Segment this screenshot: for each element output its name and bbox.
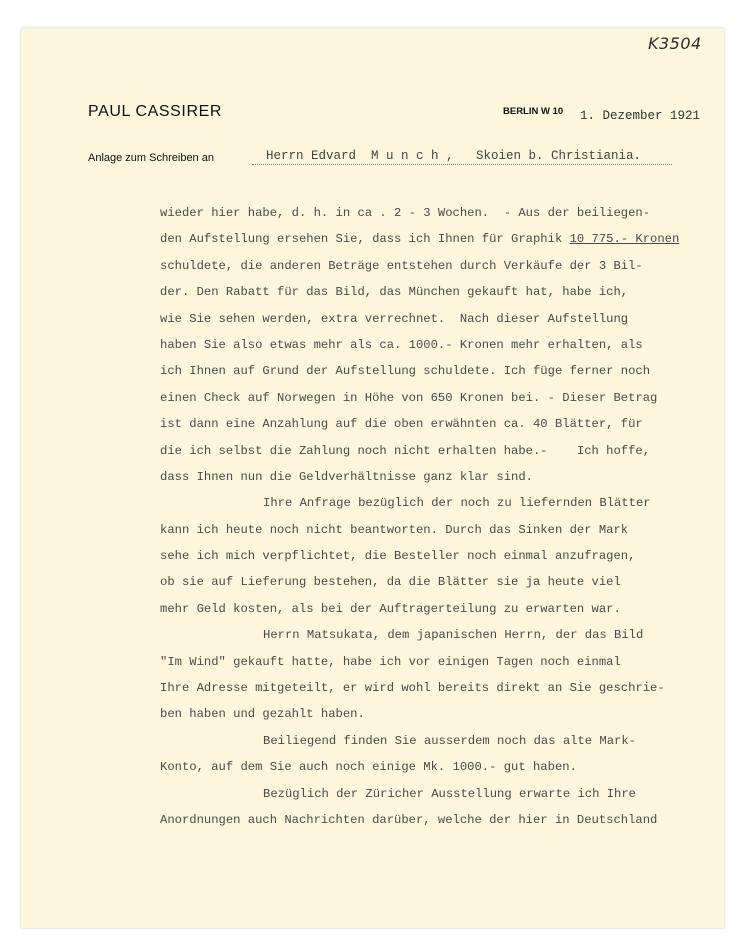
body-line-text: wieder hier habe, d. h. in ca . 2 - 3 Wochen. - Aus der beiliegen-	[160, 206, 651, 220]
body-line	[160, 728, 720, 754]
body-line-text: ob sie auf Lieferung bestehen, da die Blätter sie ja heute viel	[160, 575, 621, 590]
body-line	[160, 543, 720, 569]
body-line-text: Beiliegend finden Sie ausserdem noch das alte Mark-	[263, 733, 636, 748]
body-line-text: Ihre Adresse mitgeteilt, er wird wohl bereits direkt an Sie geschrie-	[160, 681, 665, 696]
letterhead-place: BERLIN W 10	[503, 106, 564, 117]
body-line-text: wie Sie sehen werden, extra verrechnet. Nach dieser Aufstellung	[160, 311, 629, 326]
body-line	[160, 596, 720, 622]
body-line-text: schuldete, die anderen Beträge entstehen durch Verkäufe der 3 Bil-	[160, 258, 643, 273]
body-line	[160, 569, 720, 595]
body-line-text: der. Den Rabatt für das Bild, das München gekauft hat, habe ich,	[160, 285, 629, 300]
body-line	[160, 385, 720, 411]
body-line	[160, 253, 720, 279]
body-line	[160, 490, 720, 516]
body-line-text: den Aufstellung ersehen Sie, dass ich Ihnen für Graphik	[160, 232, 570, 247]
body-line-text: ben haben und gezahlt haben.	[160, 707, 365, 722]
body-line-text: haben Sie also etwas mehr als ca. 1000.- Kronen mehr erhalten, als	[160, 337, 643, 352]
body-line	[160, 226, 720, 252]
body-line	[160, 200, 720, 226]
body-line	[160, 438, 720, 464]
body-line	[160, 754, 720, 780]
body-line-text: Herrn Matsukata, dem japanischen Herrn, der das Bild	[263, 628, 644, 643]
body-line-text: sehe ich mich verpflichtet, die Besteller noch einmal anzufragen,	[160, 549, 636, 564]
letterhead-name: PAUL CASSIRER	[88, 103, 223, 120]
body-line-text: Anordnungen auch Nachrichten darüber, welche der hier in Deutschland	[160, 812, 658, 827]
underlined-amount: 10 775.- Kronen	[569, 232, 680, 247]
body-line	[160, 411, 720, 437]
body-line-text: ist dann eine Anzahlung auf die oben erwähnten ca. 40 Blätter, für	[160, 417, 643, 432]
body-line-text: kann ich heute noch nicht beantworten. Durch das Sinken der Mark	[160, 522, 629, 537]
body-line	[160, 701, 720, 727]
body-line-text: die ich selbst die Zahlung noch nicht erhalten habe.- Ich hoffe,	[160, 443, 651, 458]
body-line-text: Bezüglich der Züricher Ausstellung erwarte ich Ihre	[263, 786, 636, 801]
body-line	[160, 649, 720, 675]
attachment-label: Anlage zum Schreiben an	[88, 152, 214, 164]
body-line-text: mehr Geld kosten, als bei der Auftragerteilung zu erwarten war.	[160, 601, 621, 616]
body-line	[160, 306, 720, 332]
body-line	[160, 675, 720, 701]
letter-body	[160, 200, 720, 833]
body-line	[160, 464, 720, 490]
body-line-text: "Im Wind" gekauft hatte, habe ich vor einigen Tagen noch einmal	[160, 654, 621, 669]
recipient-line: Herrn Edvard M u n c h , Skoien b. Christiania.	[266, 149, 642, 163]
body-line	[160, 517, 720, 543]
body-line	[160, 279, 720, 305]
body-line	[160, 781, 720, 807]
body-line-text: einen Check auf Norwegen in Höhe von 650 Kronen bei. - Dieser Betrag	[160, 390, 658, 405]
dotted-rule	[252, 164, 672, 165]
body-line-text: Konto, auf dem Sie auch noch einige Mk. 1000.- gut haben.	[160, 760, 577, 775]
body-line	[160, 622, 720, 648]
body-line	[160, 358, 720, 384]
body-line	[160, 332, 720, 358]
body-line-text: Ihre Anfrage bezüglich der noch zu liefernden Blätter	[263, 496, 651, 511]
body-line-text: ich Ihnen auf Grund der Aufstellung schuldete. Ich füge ferner noch	[160, 364, 651, 379]
archive-number: K3504	[648, 34, 702, 53]
letter-date: 1. Dezember 1921	[580, 109, 701, 123]
body-line	[160, 807, 720, 833]
body-line-text: dass Ihnen nun die Geldverhältnisse ganz klar sind.	[160, 469, 533, 484]
